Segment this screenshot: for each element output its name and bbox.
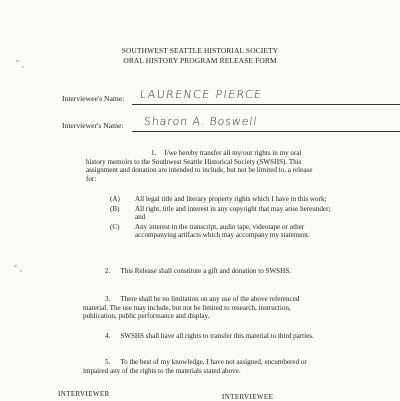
paragraph-1 [86,149,316,183]
paper-speck [22,66,24,68]
paragraph-text: SWSHS shall have all rights to transfer this material to [120,332,277,340]
form-title: ORAL HISTORY PROGRAM RELEASE FORM [123,55,277,65]
paragraph-4 [83,332,319,341]
form-header [0,46,400,65]
interviewer-name-value[interactable]: Sharon A. Boswell [143,115,259,128]
release-item [110,195,340,204]
paragraph-text: This Release shall constitute a gift and donation to [120,267,264,275]
item-text: All legal title and literary property rights which I have in this work; [135,195,327,203]
paragraph-number: 3. [105,295,111,303]
interviewee-name-value[interactable]: LAURENCE PIERCE [139,88,264,101]
paragraph-text: To the best of my knowledge, I have not assigned, [120,358,263,366]
item-text: Any interest in the transcript, audio tape, videotape or other accompanying artifacts which may accompany my statement. [135,222,310,240]
item-tag: (A) [110,195,120,203]
interviewer-label: Interviewer's Name: [62,121,124,130]
paragraph-5 [83,358,319,375]
paragraph-number: 1. [151,149,157,157]
paragraph-text-continued: third parties. [277,332,314,340]
paragraph-text-continued: referenced material. The use may include, but not be limited to research, instruction, publication, public performance and display. [83,295,300,321]
paragraph-text: I/we hereby transfer all my/our rights in my oral history [86,149,302,166]
paragraph-text: There shall be no limitation on any use of the above [120,295,268,303]
paragraph-text-continued: SWSHS. [265,267,291,275]
paper-speck [14,265,17,267]
interviewee-signature-label: INTERVIEWEE [222,393,274,401]
release-item [110,205,340,222]
release-items-list [110,195,340,241]
release-item [110,223,340,240]
paragraph-number: 5. [105,358,111,366]
paragraph-2 [83,267,318,276]
interviewer-underline [132,131,400,132]
paper-speck [20,270,22,272]
item-tag: (C) [110,222,120,231]
paragraph-text-continued: encumbered or impaired any of the rights to the materials stated above. [83,358,307,375]
interviewee-underline [132,104,400,105]
item-tag: (B) [110,204,120,213]
interviewee-label: Interviewee's Name: [62,94,125,103]
organization-name: SOUTHWEST SEATTLE HISTORIAL SOCIETY [121,46,279,55]
item-text: All right, title and interest in any copyright that may arise hereunder; and [135,204,331,222]
interviewer-signature-label: INTERVIEWER [58,390,110,398]
paragraph-text-continued: memoirs to the Southwest Seattle Historical Society (SWSHS). This assignment and donation are intended to include, but not be limited to, a release for: [86,157,313,183]
paragraph-number: 4. [105,332,111,340]
paragraph-3 [83,295,319,321]
paragraph-number: 2. [105,267,111,275]
